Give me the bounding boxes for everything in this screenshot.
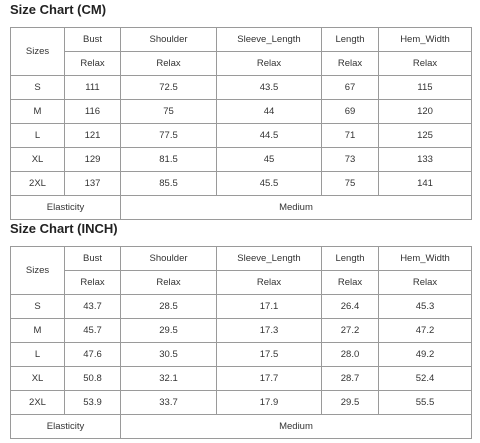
table-row: [11, 295, 472, 319]
sizes-header-cell: Sizes: [11, 247, 65, 295]
fit-row: [11, 271, 472, 295]
value-cell: 55.5: [379, 391, 472, 415]
elasticity-label-cell: Elasticity: [11, 196, 121, 220]
fit-cell: Relax: [121, 271, 217, 295]
fit-cell: Relax: [379, 52, 472, 76]
size-chart-cm-table: [10, 27, 472, 220]
value-cell: 45.7: [65, 319, 121, 343]
elasticity-row: [11, 415, 472, 439]
value-cell: 75: [322, 172, 379, 196]
table-row: [11, 100, 472, 124]
value-cell: 32.1: [121, 367, 217, 391]
value-cell: 81.5: [121, 148, 217, 172]
table-row: [11, 319, 472, 343]
column-header-cell: Shoulder: [121, 247, 217, 271]
value-cell: 49.2: [379, 343, 472, 367]
value-cell: 30.5: [121, 343, 217, 367]
value-cell: 50.8: [65, 367, 121, 391]
value-cell: 33.7: [121, 391, 217, 415]
elasticity-value-cell: Medium: [121, 196, 472, 220]
header-row: [11, 28, 472, 52]
value-cell: 17.1: [217, 295, 322, 319]
fit-cell: Relax: [217, 271, 322, 295]
fit-cell: Relax: [121, 52, 217, 76]
table-row: [11, 367, 472, 391]
value-cell: 137: [65, 172, 121, 196]
value-cell: 45: [217, 148, 322, 172]
size-label-cell: S: [11, 295, 65, 319]
fit-cell: Relax: [65, 271, 121, 295]
column-header-cell: Shoulder: [121, 28, 217, 52]
column-header-cell: Length: [322, 247, 379, 271]
size-chart-cm-title: Size Chart (CM): [10, 2, 107, 17]
column-header-cell: Hem_Width: [379, 28, 472, 52]
value-cell: 29.5: [121, 319, 217, 343]
value-cell: 43.5: [217, 76, 322, 100]
value-cell: 111: [65, 76, 121, 100]
value-cell: 29.5: [322, 391, 379, 415]
size-label-cell: M: [11, 319, 65, 343]
table-row: [11, 343, 472, 367]
value-cell: 17.5: [217, 343, 322, 367]
value-cell: 69: [322, 100, 379, 124]
size-label-cell: S: [11, 76, 65, 100]
value-cell: 26.4: [322, 295, 379, 319]
value-cell: 17.3: [217, 319, 322, 343]
value-cell: 125: [379, 124, 472, 148]
table-row: [11, 391, 472, 415]
fit-cell: Relax: [322, 52, 379, 76]
value-cell: 85.5: [121, 172, 217, 196]
sizes-header-cell: Sizes: [11, 28, 65, 76]
value-cell: 75: [121, 100, 217, 124]
value-cell: 28.0: [322, 343, 379, 367]
header-row: [11, 247, 472, 271]
value-cell: 52.4: [379, 367, 472, 391]
table-row: [11, 148, 472, 172]
size-label-cell: 2XL: [11, 172, 65, 196]
column-header-cell: Length: [322, 28, 379, 52]
fit-cell: Relax: [217, 52, 322, 76]
value-cell: 44.5: [217, 124, 322, 148]
value-cell: 45.5: [217, 172, 322, 196]
value-cell: 115: [379, 76, 472, 100]
value-cell: 45.3: [379, 295, 472, 319]
size-label-cell: XL: [11, 148, 65, 172]
size-label-cell: L: [11, 343, 65, 367]
value-cell: 77.5: [121, 124, 217, 148]
size-label-cell: 2XL: [11, 391, 65, 415]
elasticity-value-cell: Medium: [121, 415, 472, 439]
elasticity-label-cell: Elasticity: [11, 415, 121, 439]
value-cell: 47.6: [65, 343, 121, 367]
fit-cell: Relax: [65, 52, 121, 76]
table-row: [11, 76, 472, 100]
value-cell: 47.2: [379, 319, 472, 343]
value-cell: 121: [65, 124, 121, 148]
fit-cell: Relax: [322, 271, 379, 295]
value-cell: 141: [379, 172, 472, 196]
value-cell: 28.5: [121, 295, 217, 319]
table-row: [11, 124, 472, 148]
table-row: [11, 172, 472, 196]
value-cell: 133: [379, 148, 472, 172]
value-cell: 72.5: [121, 76, 217, 100]
size-label-cell: M: [11, 100, 65, 124]
size-chart-inch-table: [10, 246, 472, 439]
value-cell: 129: [65, 148, 121, 172]
column-header-cell: Sleeve_Length: [217, 28, 322, 52]
value-cell: 17.7: [217, 367, 322, 391]
elasticity-row: [11, 196, 472, 220]
column-header-cell: Sleeve_Length: [217, 247, 322, 271]
size-label-cell: L: [11, 124, 65, 148]
value-cell: 67: [322, 76, 379, 100]
value-cell: 71: [322, 124, 379, 148]
value-cell: 27.2: [322, 319, 379, 343]
value-cell: 73: [322, 148, 379, 172]
value-cell: 17.9: [217, 391, 322, 415]
fit-row: [11, 52, 472, 76]
column-header-cell: Bust: [65, 247, 121, 271]
value-cell: 43.7: [65, 295, 121, 319]
size-label-cell: XL: [11, 367, 65, 391]
value-cell: 53.9: [65, 391, 121, 415]
fit-cell: Relax: [379, 271, 472, 295]
value-cell: 28.7: [322, 367, 379, 391]
value-cell: 44: [217, 100, 322, 124]
column-header-cell: Hem_Width: [379, 247, 472, 271]
value-cell: 116: [65, 100, 121, 124]
column-header-cell: Bust: [65, 28, 121, 52]
size-chart-inch-title: Size Chart (INCH): [10, 221, 118, 236]
value-cell: 120: [379, 100, 472, 124]
